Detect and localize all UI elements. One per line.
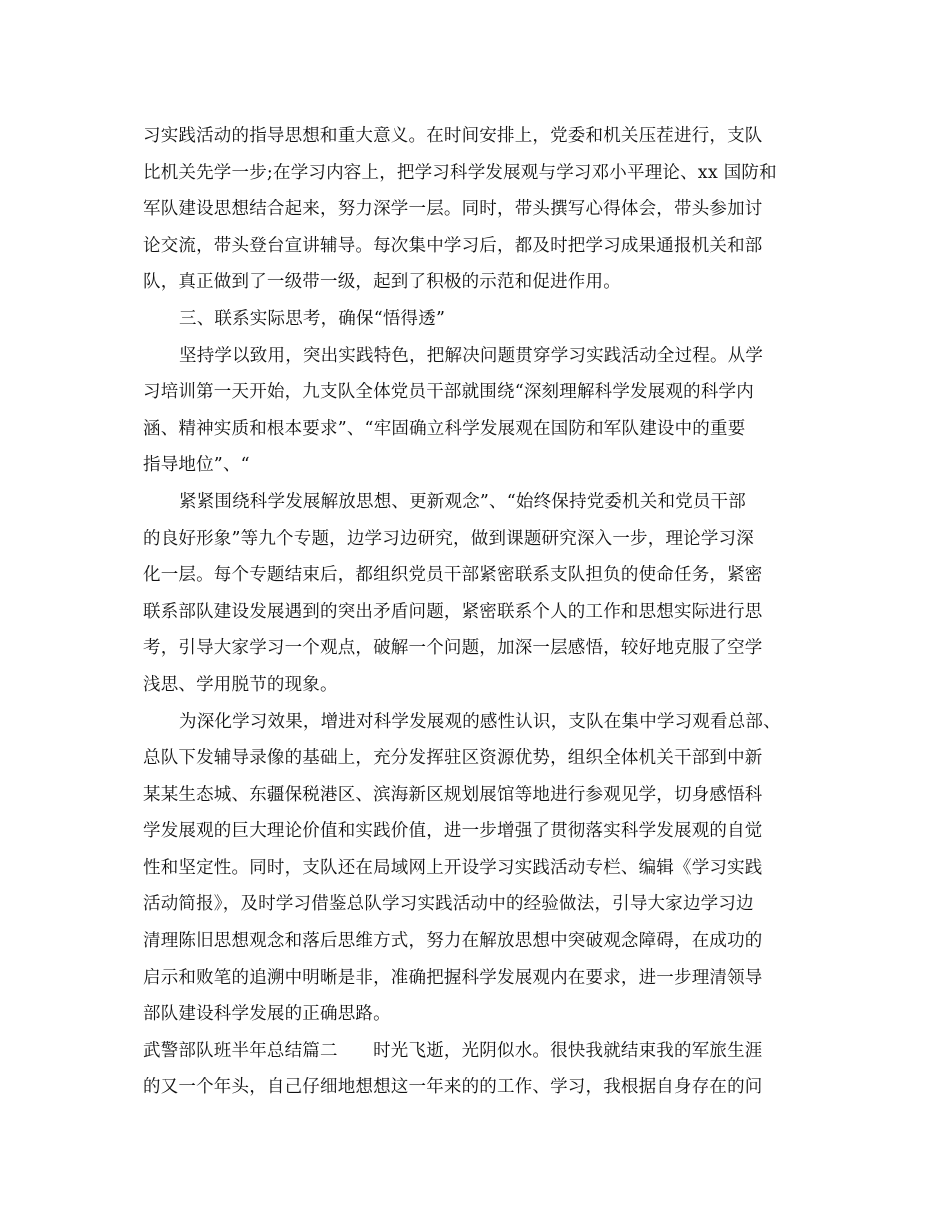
text-line: 队，真正做到了一级带一级，起到了积极的示范和促进作用。 (143, 272, 621, 293)
text-line: 涵、精神实质和根本要求”、“牢固确立科学发展观在国防和军队建设中的重要 (143, 418, 746, 439)
text-line: 的良好形象”等九个专题，边学习边研究，做到课题研究深入一步，理论学习深 (143, 528, 754, 549)
text-line: 指导地位”、“ (143, 455, 250, 476)
text-line: 为深化学习效果，增进对科学发展观的感性认识，支队在集中学习观看总部、 (179, 711, 781, 732)
text-line: 清理陈旧思想观念和落后思维方式，努力在解放思想中突破观念障碍，在成功的 (143, 931, 763, 952)
document-body (143, 118, 809, 1106)
text-line: 军队建设思想结合起来，努力深学一层。同时，带头撰写心得体会，带头参加讨 (143, 199, 763, 220)
text-line: 论交流，带头登台宣讲辅导。每次集中学习后，都及时把学习成果通报机关和部 (143, 235, 763, 256)
text-line: 性和坚定性。同时，支队还在局域网上开设学习实践活动专栏、编辑《学习实践 (143, 857, 763, 878)
text-line: 的又一个年头，自己仔细地想想这一年来的的工作、学习，我根据自身存在的问 (143, 1077, 763, 1098)
text-line: 武警部队班半年总结篇二 时光飞逝，光阴似水。很快我就结束我的军旅生涯 (143, 1040, 763, 1061)
text-line: 学发展观的巨大理论价值和实践价值，进一步增强了贯彻落实科学发展观的自觉 (143, 821, 763, 842)
text-line: 比机关先学一步;在学习内容上，把学习科学发展观与学习邓小平理论、xx 国防和 (143, 162, 777, 183)
text-line: 部队建设科学发展的正确思路。 (143, 1004, 391, 1025)
text-line: 某某生态城、东疆保税港区、滨海新区规划展馆等地进行参观见学，切身感悟科 (143, 784, 763, 805)
text-line: 浅思、学用脱节的现象。 (143, 674, 338, 695)
text-line: 习实践活动的指导思想和重大意义。在时间安排上，党委和机关压茬进行，支队 (143, 126, 763, 146)
text-line: 坚持学以致用，突出实践特色，把解决问题贯穿学习实践活动全过程。从学 (179, 345, 764, 366)
text-line: 考，引导大家学习一个观点，破解一个问题，加深一层感悟，较好地克服了空学 (143, 638, 763, 659)
text-line: 活动简报》，及时学习借鉴总队学习实践活动中的经验做法，引导大家边学习边 (143, 894, 754, 915)
text-line: 联系部队建设发展遇到的突出矛盾问题，紧密联系个人的工作和思想实际进行思 (143, 601, 763, 622)
text-line: 总队下发辅导录像的基础上，充分发挥驻区资源优势，组织全体机关干部到中新 (143, 748, 763, 769)
text-line: 习培训第一天开始，九支队全体党员干部就围绕“深刻理解科学发展观的科学内 (143, 382, 754, 403)
text-line: 启示和败笔的追溯中明晰是非，准确把握科学发展观内在要求，进一步理清领导 (143, 967, 763, 988)
text-line: 化一层。每个专题结束后，都组织党员干部紧密联系支队担负的使命任务，紧密 (143, 565, 763, 586)
text-line: 紧紧围绕科学发展解放思想、更新观念”、“始终保持党委机关和党员干部 (179, 491, 746, 512)
text-line: 三、联系实际思考，确保“悟得透” (179, 308, 446, 329)
